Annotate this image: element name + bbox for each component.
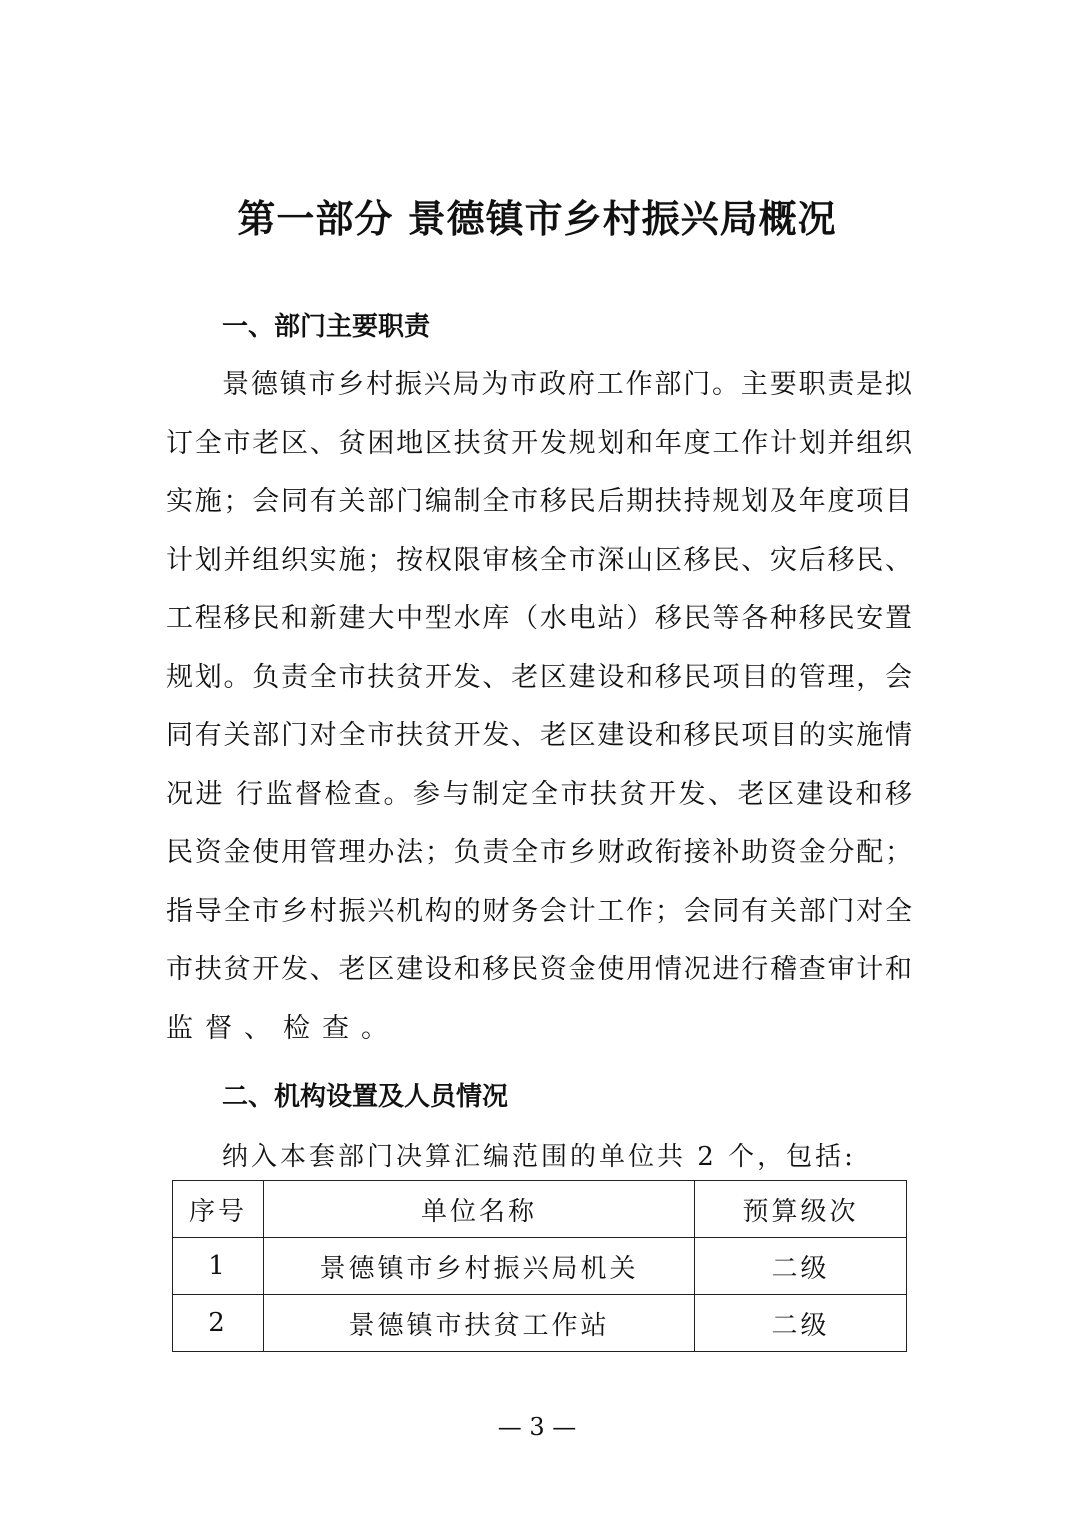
paragraph-line: 监督、检查。 [166,1012,400,1044]
paragraph-line: 民资金使用管理办法；负责全市乡财政衔接补助资金分配； [166,837,912,868]
units-intro: 纳入本套部门决算汇编范围的单位共 2 个，包括: [222,1142,856,1172]
cell-budget-level: 二级 [695,1238,907,1295]
units-table [172,1180,907,1352]
header-unit-name: 单位名称 [264,1181,695,1238]
page-number: — 3 — [497,1413,577,1441]
paragraph-line: 工程移民和新建大中型水库（水电站）移民等各种移民安置 [166,603,912,634]
paragraph-line: 同有关部门对全市扶贫开发、老区建设和移民项目的实施情 [166,720,912,751]
duties-paragraph [166,367,912,1069]
table-row [173,1238,907,1295]
paragraph-line: 订全市老区、贫困地区扶贫开发规划和年度工作计划并组织 [166,427,912,459]
section-heading-duties: 一、部门主要职责 [222,312,431,342]
paragraph-line: 实施；会同有关部门编制全市移民后期扶持规划及年度项目 [166,486,912,517]
cell-index: 2 [173,1295,264,1352]
page-title: 第一部分 景德镇市乡村振兴局概况 [237,197,837,241]
paragraph-line: 规划。负责全市扶贫开发、老区建设和移民项目的管理，会 [166,661,912,693]
paragraph-line: 景德镇市乡村振兴局为市政府工作部门。主要职责是拟 [222,369,912,400]
cell-unit-name: 景德镇市乡村振兴局机关 [264,1238,695,1295]
cell-budget-level: 二级 [695,1295,907,1352]
table-header-row [173,1181,907,1238]
header-budget-level: 预算级次 [695,1181,907,1238]
paragraph-line: 市扶贫开发、老区建设和移民资金使用情况进行稽查审计和 [166,954,912,985]
cell-index: 1 [173,1238,264,1295]
paragraph-line: 指导全市乡村振兴机构的财务会计工作；会同有关部门对全 [166,895,912,927]
section-heading-organization: 二、机构设置及人员情况 [222,1082,509,1112]
paragraph-line: 计划并组织实施；按权限审核全市深山区移民、灾后移民、 [166,544,912,576]
paragraph-line: 况进 行监督检查。参与制定全市扶贫开发、老区建设和移 [166,778,912,810]
table-row [173,1295,907,1352]
cell-unit-name: 景德镇市扶贫工作站 [264,1295,695,1352]
header-index: 序号 [173,1181,264,1238]
